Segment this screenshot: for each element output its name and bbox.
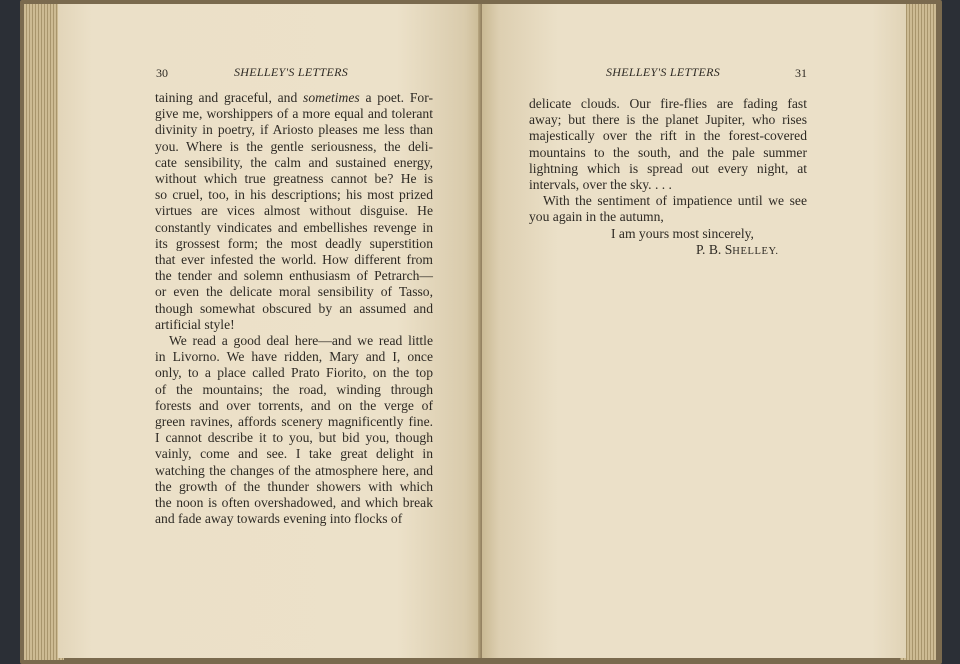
text-line: though somewhat obscured by an assumed and	[155, 300, 433, 316]
text-line: intervals, over the sky. . . .	[529, 177, 672, 193]
text-line: cate sensibility, the calm and sustained energy,	[155, 154, 433, 170]
page-number-left: 30	[156, 66, 168, 80]
text-line: artificial style!	[155, 316, 235, 332]
text-line: away; but there is the planet Jupiter, who rises	[529, 112, 807, 128]
text-line: delicate clouds. Our fire-flies are fading fast	[529, 96, 807, 111]
text-line: you. Where is the gentle seriousness, the deli-	[155, 138, 433, 154]
running-header-left: SHELLEY'S LETTERS	[234, 65, 349, 79]
text-line: its grossest form; the most deadly superstition	[155, 235, 433, 251]
signature-initials: P. B. S	[696, 241, 733, 257]
text-line: or even the delicate moral sensibility of Tasso,	[155, 284, 433, 300]
text-line: that ever infested the world. How different from	[155, 252, 433, 268]
text-line: so cruel, too, in his descriptions; his most prized	[155, 187, 433, 203]
text-line: taining and graceful, and sometimes a poet. For-	[155, 90, 433, 105]
left-page-body	[155, 90, 433, 527]
text-line: green ravines, affords scenery magnificently fine.	[155, 414, 433, 430]
text-line: the noon is often overshadowed, and which break	[155, 495, 433, 511]
text-line: the growth of the thunder showers with which	[155, 478, 433, 494]
right-page	[482, 4, 906, 658]
text-line: of the mountains; the road, winding through	[155, 381, 433, 397]
text-line: virtues are vices almost without disguise. He	[155, 203, 433, 219]
left-page	[58, 4, 482, 658]
text-line: the tender and solemn enthusiasm of Petrarch—	[155, 268, 433, 284]
signature-rest: HELLEY.	[732, 245, 779, 257]
right-page-body	[529, 96, 807, 260]
text-line: mountains to the south, and the pale summer	[529, 144, 807, 160]
letter-signature	[529, 242, 807, 260]
text-line: forests and over torrents, and on the verge of	[155, 397, 433, 413]
letter-closing: I am yours most sincerely,	[611, 225, 754, 241]
text-line: divinity in poetry, if Ariosto pleases me less than	[155, 122, 433, 138]
text-line: I cannot describe it to you, but bid you, though	[155, 430, 433, 446]
text-line: vainly, come and see. I take great delight in	[155, 446, 433, 462]
page-number-right: 31	[795, 66, 807, 80]
text-line: We read a good deal here—and we read little	[169, 333, 433, 349]
text-line: majestically over the rift in the forest-covered	[529, 128, 807, 144]
text-line: With the sentiment of impatience until we see	[543, 193, 807, 209]
text-line: without which true greatness cannot be? He is	[155, 171, 433, 187]
text-line: you again in the autumn,	[529, 209, 664, 225]
text-line: lightning which is spread out every night, at	[529, 160, 807, 176]
running-header-right: SHELLEY'S LETTERS	[606, 65, 721, 79]
emphasis-word: sometimes	[303, 90, 360, 105]
text-line: constantly vindicates and embellishes revenge in	[155, 219, 433, 235]
text-line: give me, worshippers of a more equal and tolerant	[155, 106, 433, 122]
text-line: watching the changes of the atmosphere here, and	[155, 462, 433, 478]
text-line: in Livorno. We have ridden, Mary and I, once	[155, 349, 433, 365]
text-line: and fade away towards evening into flocks of	[155, 511, 403, 527]
text-line: only, to a place called Prato Fiorito, on the top	[155, 365, 433, 381]
